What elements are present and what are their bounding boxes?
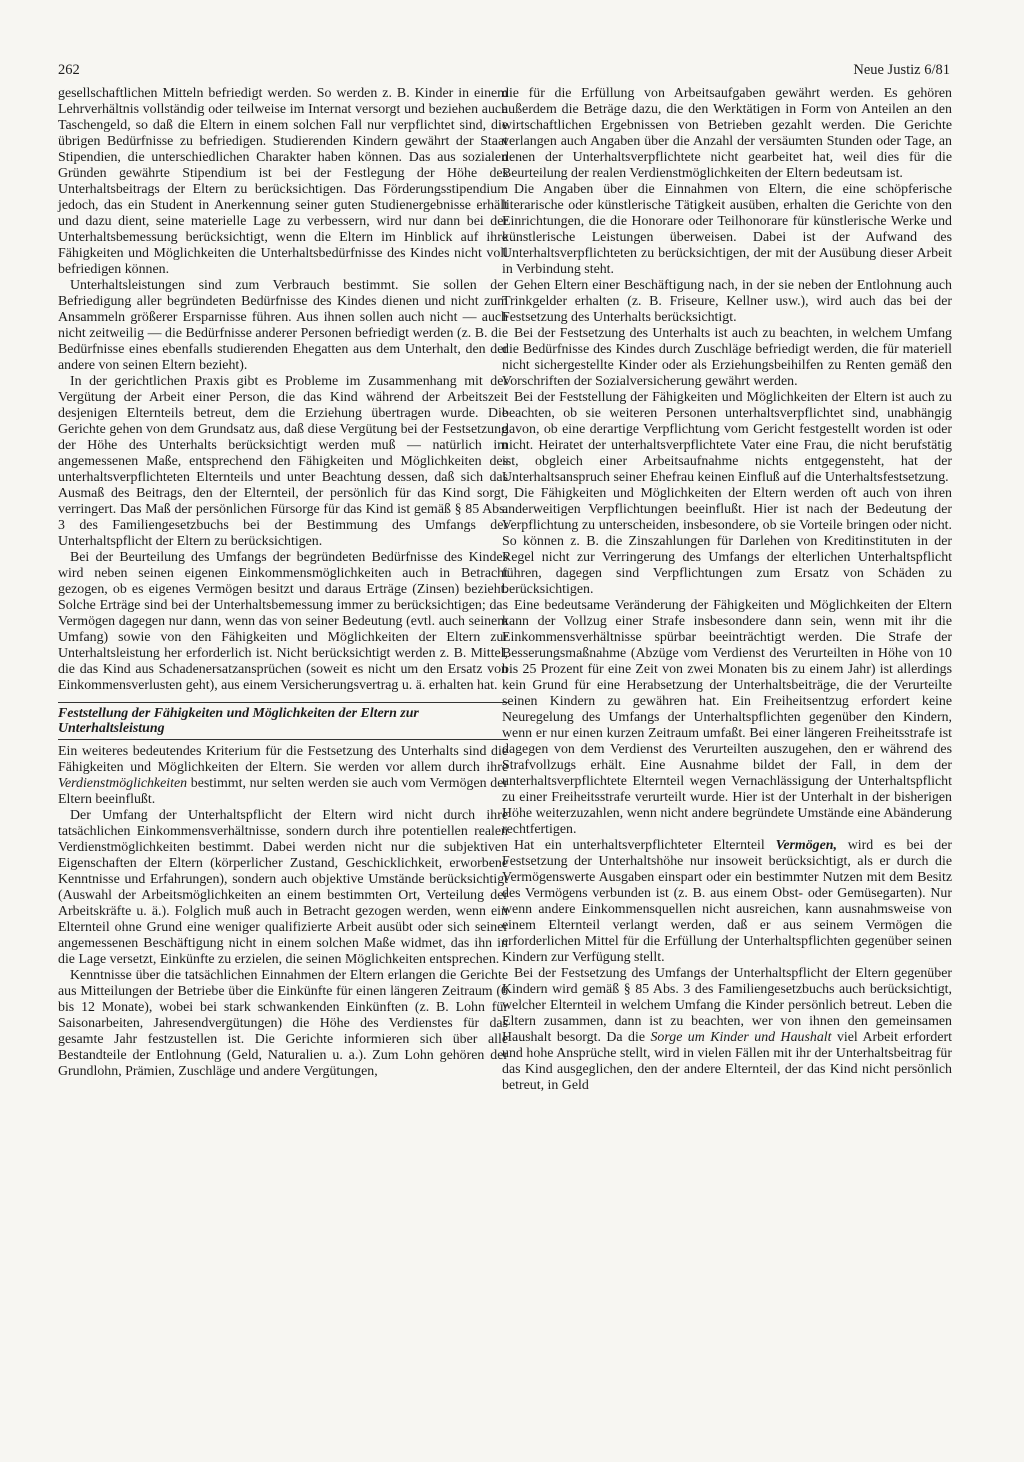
paragraph-text: bestimmt, nur selten werden sie auch vom Vermögen der Eltern beeinflußt.	[58, 776, 508, 807]
paragraph: Kenntnisse über die tatsächlichen Einnahmen der Eltern erlangen die Gerichte aus Mitteilungen der Betriebe über die Einkünfte für einen längeren Zeitraum (6 bis 12 Monate), wobei bei stark schwankenden Einkünften (z. B. Lohn für Saisonarbeiten, Jahresendvergütungen) die Höhe des Verdienstes für das gesamte Jahr festzustellen ist. Die Gerichte informieren sich über alle Bestandteile der Entlohnung (Geld, Naturalien u. a.). Zum Lohn gehören der Grundlohn, Prämien, Zuschläge und andere Vergütungen,	[58, 968, 508, 1079]
journal-title: Neue Justiz 6/81	[853, 62, 950, 78]
paragraph	[502, 966, 952, 1094]
paragraph-text: Hat ein unterhaltsverpflichteter Elternteil	[514, 838, 776, 853]
paragraph: Der Umfang der Unterhaltspflicht der Eltern wird nicht durch ihre tatsächlichen Einkommensverhältnisse, sondern durch ihre potentiellen realen Verdienstmöglichkeiten bestimmt. Dabei werden nicht nur die subjektiven Eigenschaften der Eltern (körperlicher Zustand, Geschicklichkeit, erworbene Kenntnisse und Erfahrungen), sondern auch objektive Umstände berücksichtigt (Auswahl der Arbeitsmöglichkeiten an einem bestimmten Ort, Verteilung der Arbeitskräfte u. ä.). Folglich muß auch in Betracht gezogen werden, wenn ein Elternteil ohne Grund eine weniger qualifizierte Arbeit ausübt oder sich seiner angemessenen Beschäftigung nicht in einem solchen Maße widmet, das ihn in die Lage versetzt, Einkünfte zu erzielen, die seinen Möglichkeiten entsprechen.	[58, 808, 508, 967]
left-column	[58, 86, 508, 1080]
paragraph-text: viel Arbeit erfordert und hohe Ansprüche stellt, wird in vielen Fällen mit ihr der Unterhaltsbeitrag für das Kind ausgeglichen, den der andere Elternteil, der das Kind nicht persönlich betreut, in Geld	[502, 1030, 952, 1093]
right-column	[502, 86, 952, 1094]
paragraph: Bei der Beurteilung des Umfangs der begründeten Bedürfnisse des Kindes wird neben seinen eigenen Einkommensmöglichkeiten auch in Betracht gezogen, ob es eigenes Vermögen besitzt und daraus Erträge (Zinsen) bezieht. Solche Erträge sind bei der Unterhaltsbemessung immer zu berücksichtigen; das Vermögen dagegen nur dann, wenn das von seiner Bedeutung (evtl. auch seinem Umfang) sowie von den Fähigkeiten und Möglichkeiten der Eltern zur Unterhaltsleistung her erforderlich ist. Nicht berücksichtigt werden z. B. Mittel, die das Kind aus Schadenersatzansprüchen (soweit es nicht um den Ersatz von Einkommensverlusten geht), aus einem Versicherungsvertrag u. ä. erhalten hat.	[58, 550, 508, 693]
paragraph: Unterhaltsleistungen sind zum Verbrauch bestimmt. Sie sollen der Befriedigung aller begründeten Bedürfnisse des Kindes dienen und nicht zum Ansammeln größerer Ersparnisse führen. Aus ihnen sollen auch nicht — auch nicht zeitweilig — die Bedürfnisse anderer Personen befriedigt werden (z. B. die Bedürfnisse eines ebenfalls studierenden Ehegatten aus dem Unterhalt, den der andere von seinen Eltern bezieht).	[58, 278, 508, 373]
paragraph: Die Angaben über die Einnahmen von Eltern, die eine schöpferische literarische oder künstlerische Tätigkeit ausüben, erhalten die Gerichte von den Einrichtungen, die die Honorare oder Teilhonorare für künstlerische Werke und künstlerische Leistungen überweisen. Dabei ist der Aufwand des Unterhaltsverpflichteten zu berücksichtigen, der mit der Ausübung dieser Arbeit in Verbindung steht.	[502, 182, 952, 277]
paragraph: gesellschaftlichen Mitteln befriedigt werden. So werden z. B. Kinder in einem Lehrverhältnis vollständig oder teilweise im Internat versorgt und beziehen auch Taschengeld, so daß die Eltern in einem solchen Fall nur verpflichtet sind, die übrigen Bedürfnisse zu befriedigen. Studierenden Kindern gewährt der Staat Stipendien, die unterschiedlichen Charakter haben können. Das aus sozialen Gründen gewährte Stipendium ist bei der Festlegung der Höhe des Unterhaltsbeitrags der Eltern zu berücksichtigen. Das Förderungsstipendium jedoch, das ein Student in Anerkennung seiner guten Studienergebnisse erhält und dazu dient, seine materielle Lage zu verbessern, wird nur dann bei der Unterhaltsbemessung berücksichtigt, wenn die Eltern im Hinblick auf ihre Fähigkeiten und Möglichkeiten die Unterhaltsbedürfnisse des Kindes nicht voll befriedigen können.	[58, 86, 508, 277]
emphasis-text: Vermögen,	[775, 838, 837, 853]
page-number: 262	[58, 62, 80, 78]
paragraph	[58, 744, 508, 808]
paragraph: In der gerichtlichen Praxis gibt es Probleme im Zusammenhang mit der Vergütung der Arbeit einer Person, die das Kind während der Arbeitszeit desjenigen Elternteils betreut, dem die Erziehung übertragen wurde. Die Gerichte gehen von dem Grundsatz aus, daß diese Vergütung bei der Festsetzung der Höhe des Unterhalts berücksichtigt werden muß — natürlich im angemessenen Maße, entsprechend den Fähigkeiten und Möglichkeiten des unterhaltsverpflichteten Elternteils und unter Beachtung dessen, daß sich das Ausmaß des Beitrags, den der Elternteil, der persönlich für das Kind sorgt, verringert. Das Maß der persönlichen Fürsorge für das Kind ist gemäß § 85 Abs. 3 des Familiengesetzbuchs bei der Bestimmung des Umfangs der Unterhaltspflicht der Eltern zu berücksichtigen.	[58, 374, 508, 549]
paragraph: Bei der Festsetzung des Unterhalts ist auch zu beachten, in welchem Umfang die Bedürfnisse des Kindes durch Zuschläge befriedigt werden, die für materiell nicht sichergestellte Kinder oder als Erziehungsbeihilfen zu Renten gemäß den Vorschriften der Sozialversicherung gewährt werden.	[502, 326, 952, 389]
emphasis-text: Verdienstmöglichkeiten	[58, 776, 188, 791]
section-heading: Feststellung der Fähigkeiten und Möglichkeiten der Eltern zur Unterhaltsleistung	[58, 702, 508, 740]
paragraph: Die Fähigkeiten und Möglichkeiten der Eltern werden oft auch von ihren anderweitigen Verpflichtungen beeinflußt. Hier ist nach der Bedeutung der Verpflichtung zu unterscheiden, insbesondere, ob sie Vorteile bringen oder nicht. So können z. B. die Zinszahlungen für Darlehen von Kreditinstituten in der Regel nicht zur Verringerung des Umfangs der elterlichen Unterhaltspflicht führen, dagegen sind Verpflichtungen zum Ersatz von Schäden zu berücksichtigen.	[502, 486, 952, 597]
paragraph: die für die Erfüllung von Arbeitsaufgaben gewährt werden. Es gehören außerdem die Beträge dazu, die den Werktätigen in Form von Anteilen an den wirtschaftlichen Ergebnissen von Betrieben gezahlt werden. Die Gerichte verlangen auch Angaben über die Anzahl der versäumten Stunden oder Tage, an denen der Unterhaltsverpflichtete nicht gearbeitet hat, weil dies für die Beurteilung der realen Verdienstmöglichkeiten der Eltern bedeutsam ist.	[502, 86, 952, 181]
paragraph	[502, 838, 952, 966]
paragraph-text: wird es bei der Festsetzung der Unterhaltshöhe nur insoweit berücksichtigt, als er durch die Vermögenswerte Ausgaben einspart oder ein bestimmter Nutzen mit dem Besitz des Vermögens verbunden ist (z. B. aus einem Obst- oder Gemüsegarten). Nur wenn andere Einkommensquellen nicht ausreichen, kann ausnahmsweise von einem Elternteil verlangt werden, daß er aus seinem Vermögen die erforderlichen Mittel für die Erfüllung der Unterhaltspflichten gegenüber seinen Kindern zur Verfügung stellt.	[502, 838, 952, 965]
paragraph-text: Ein weiteres bedeutendes Kriterium für die Festsetzung des Unterhalts sind die Fähigkeiten und Möglichkeiten der Eltern. Sie werden vor allem durch ihre	[58, 744, 508, 775]
paragraph: Eine bedeutsame Veränderung der Fähigkeiten und Möglichkeiten der Eltern kann der Vollzug einer Strafe insbesondere dann sein, wenn mit ihr die Einkommensverhältnisse spürbar beeinträchtigt werden. Die Strafe der Besserungsmaßnahme (Abzüge vom Verdienst des Verurteilten in Höhe von 10 bis 25 Prozent für eine Zeit von zwei Monaten bis zu einem Jahr) ist allerdings kein Grund für eine Herabsetzung der Unterhaltsbeiträge, die der Verurteilte seinen Kindern zu gewähren hat. Ein Freiheitsentzug erfordert keine Neuregelung des Umfangs der Unterhaltspflichten gegenüber den Kindern, wenn er nur einen kurzen Zeitraum umfaßt. Bei einer längeren Freiheitsstrafe ist dagegen von dem Verdienst des Verurteilten auszugehen, den er während des Strafvollzugs erhält. Eine Ausnahme bildet der Fall, in dem der unterhaltsverpflichtete Elternteil wegen Vernachlässigung der Unterhaltspflicht zu einer Freiheitsstrafe verurteilt wurde. Hier ist der Unterhalt in der bisherigen Höhe weiterzuzahlen, wenn nicht andere begründete Umstände eine Abänderung rechtfertigen.	[502, 598, 952, 837]
paragraph: Bei der Feststellung der Fähigkeiten und Möglichkeiten der Eltern ist auch zu beachten, ob sie weiteren Personen unterhaltsverpflichtet sind, unabhängig davon, ob eine derartige Verpflichtung vom Gericht festgestellt worden ist oder nicht. Heiratet der unterhaltsverpflichtete Vater eine Frau, die nicht berufstätig ist, obgleich einer Arbeitsaufnahme nichts entgegensteht, hat der Unterhaltsanspruch seiner Ehefrau keinen Einfluß auf die Unterhaltsfestsetzung.	[502, 390, 952, 485]
paragraph: Gehen Eltern einer Beschäftigung nach, in der sie neben der Entlohnung auch Trinkgelder erhalten (z. B. Friseure, Kellner usw.), wird auch das bei der Festsetzung des Unterhalts berücksichtigt.	[502, 278, 952, 325]
paragraph-text: Bei der Festsetzung des Umfangs der Unterhaltspflicht der Eltern gegenüber Kindern wird gemäß § 85 Abs. 3 des Familiengesetzbuchs auch berücksichtigt, welcher Elternteil in welchem Umfang die Kinder persönlich betreut. Leben die Eltern zusammen, dann ist zu beachten, wer von ihnen den gemeinsamen Haushalt besorgt. Da die	[502, 966, 952, 1045]
emphasis-text: Sorge um Kinder und Haushalt	[650, 1030, 832, 1045]
